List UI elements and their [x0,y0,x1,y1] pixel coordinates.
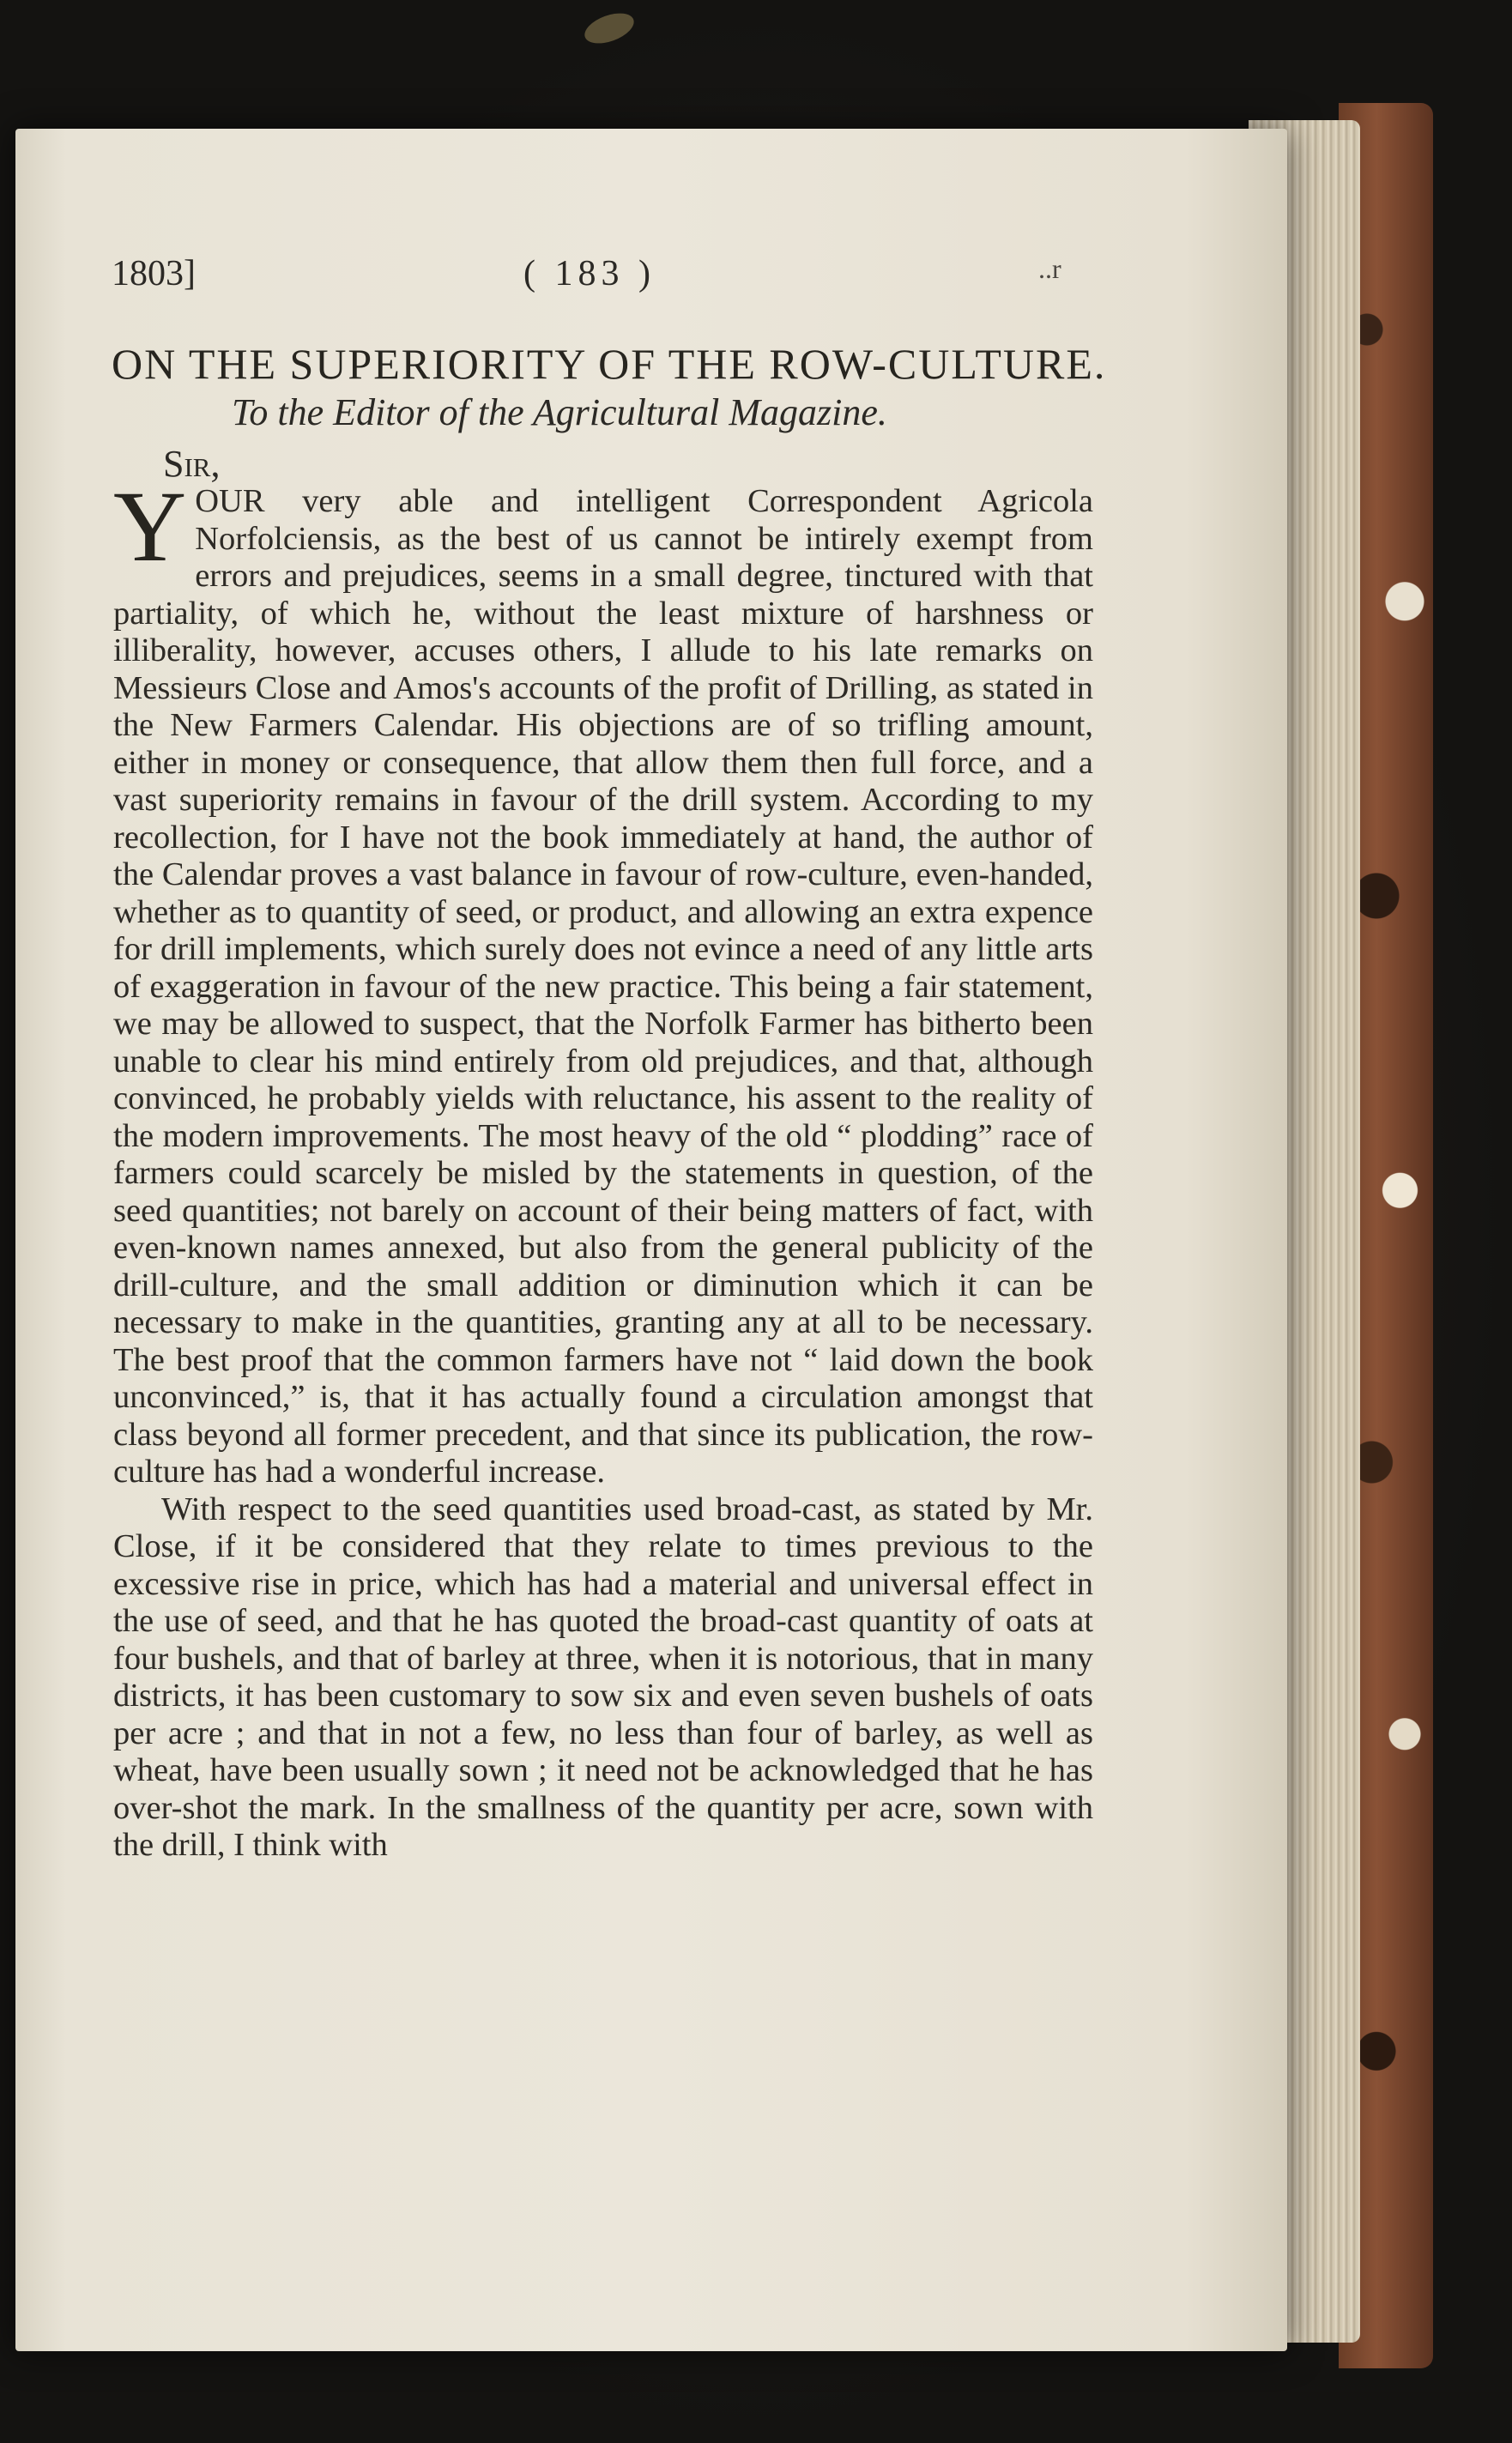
salutation: Sir, [163,443,221,485]
running-head [112,253,1098,305]
drop-cap: Y [113,470,187,583]
paragraph: With respect to the seed quantities used broad-cast, as stated by Mr. Close, if it be considered that they relate to times previous to the excessive rise in price, which has had a material and universal effect in the use of seed, and that he has quoted the broad-cast quantity of oats at four bushels, and that of barley at three, when it is notorious, that in many districts, it has been customary to sow six and even seven bushels of oats per acre ; and that in not a few, no less than four of barley, as well as wheat, have been usually sown ; it need not be acknowledged that he has over-shot the mark. In the smallness of the quantity per acre, sown with the drill, I think with [113,1491,1093,1863]
article-subtitle: To the Editor of the Agricultural Magazine. [232,391,887,433]
paragraph [113,470,1093,1491]
running-head-mark: ..r [1038,253,1061,284]
running-head-year: 1803] [112,254,196,293]
page-number: ( 183 ) [523,254,656,293]
article-body [113,470,1093,1865]
paragraph-text: OUR very able and intelligent Correspondent Agricola Norfolciensis, as the best of us cannot be intirely exempt from errors and prejudices, seems in a small degree, tinctured with that partiality, of which he, without the least mixture of harshness or illiberality, however, accuses others, I allude to his late remarks on Messieurs Close and Amos's accounts of the profit of Drilling, as stated in the New Farmers Calendar. His objections are of so trifling amount, either in money or consequence, that allow them then full force, and a vast superiority remains in favour of the drill system. According to my recollection, for I have not the book immediately at hand, the author of the Calendar proves a vast balance in favour of row-culture, even-handed, whether as to quantity of seed, or product, and allowing an extra expence for drill implements, which surely does not evince a need of any little arts of exaggeration in favour of the new practice. This being a fair statement, we may be allowed to suspect, that the Norfolk Farmer has bitherto been unable to clear his mind entirely from old prejudices, and that, although convinced, he probably yields with reluctance, his assent to the reality of the modern improvements. The most heavy of the old “ plodding” race of farmers could scarcely be misled by the statements in question, of the seed quantities; not barely on account of their being matters of fact, with even-known names annexed, but also from the general publicity of the drill-culture, and the small addition or diminution which it can be necessary to make in the quantities, granting any at all to be necessary. The best proof that the common farmers have not “ laid down the book unconvinced,” is, that it has actually found a circulation amongst that class beyond all former precedent, and that since its publication, the row-culture has had a wonderful increase. [113,483,1093,1490]
article-title: ON THE SUPERIORITY OF THE ROW-CULTURE. [112,340,1107,388]
